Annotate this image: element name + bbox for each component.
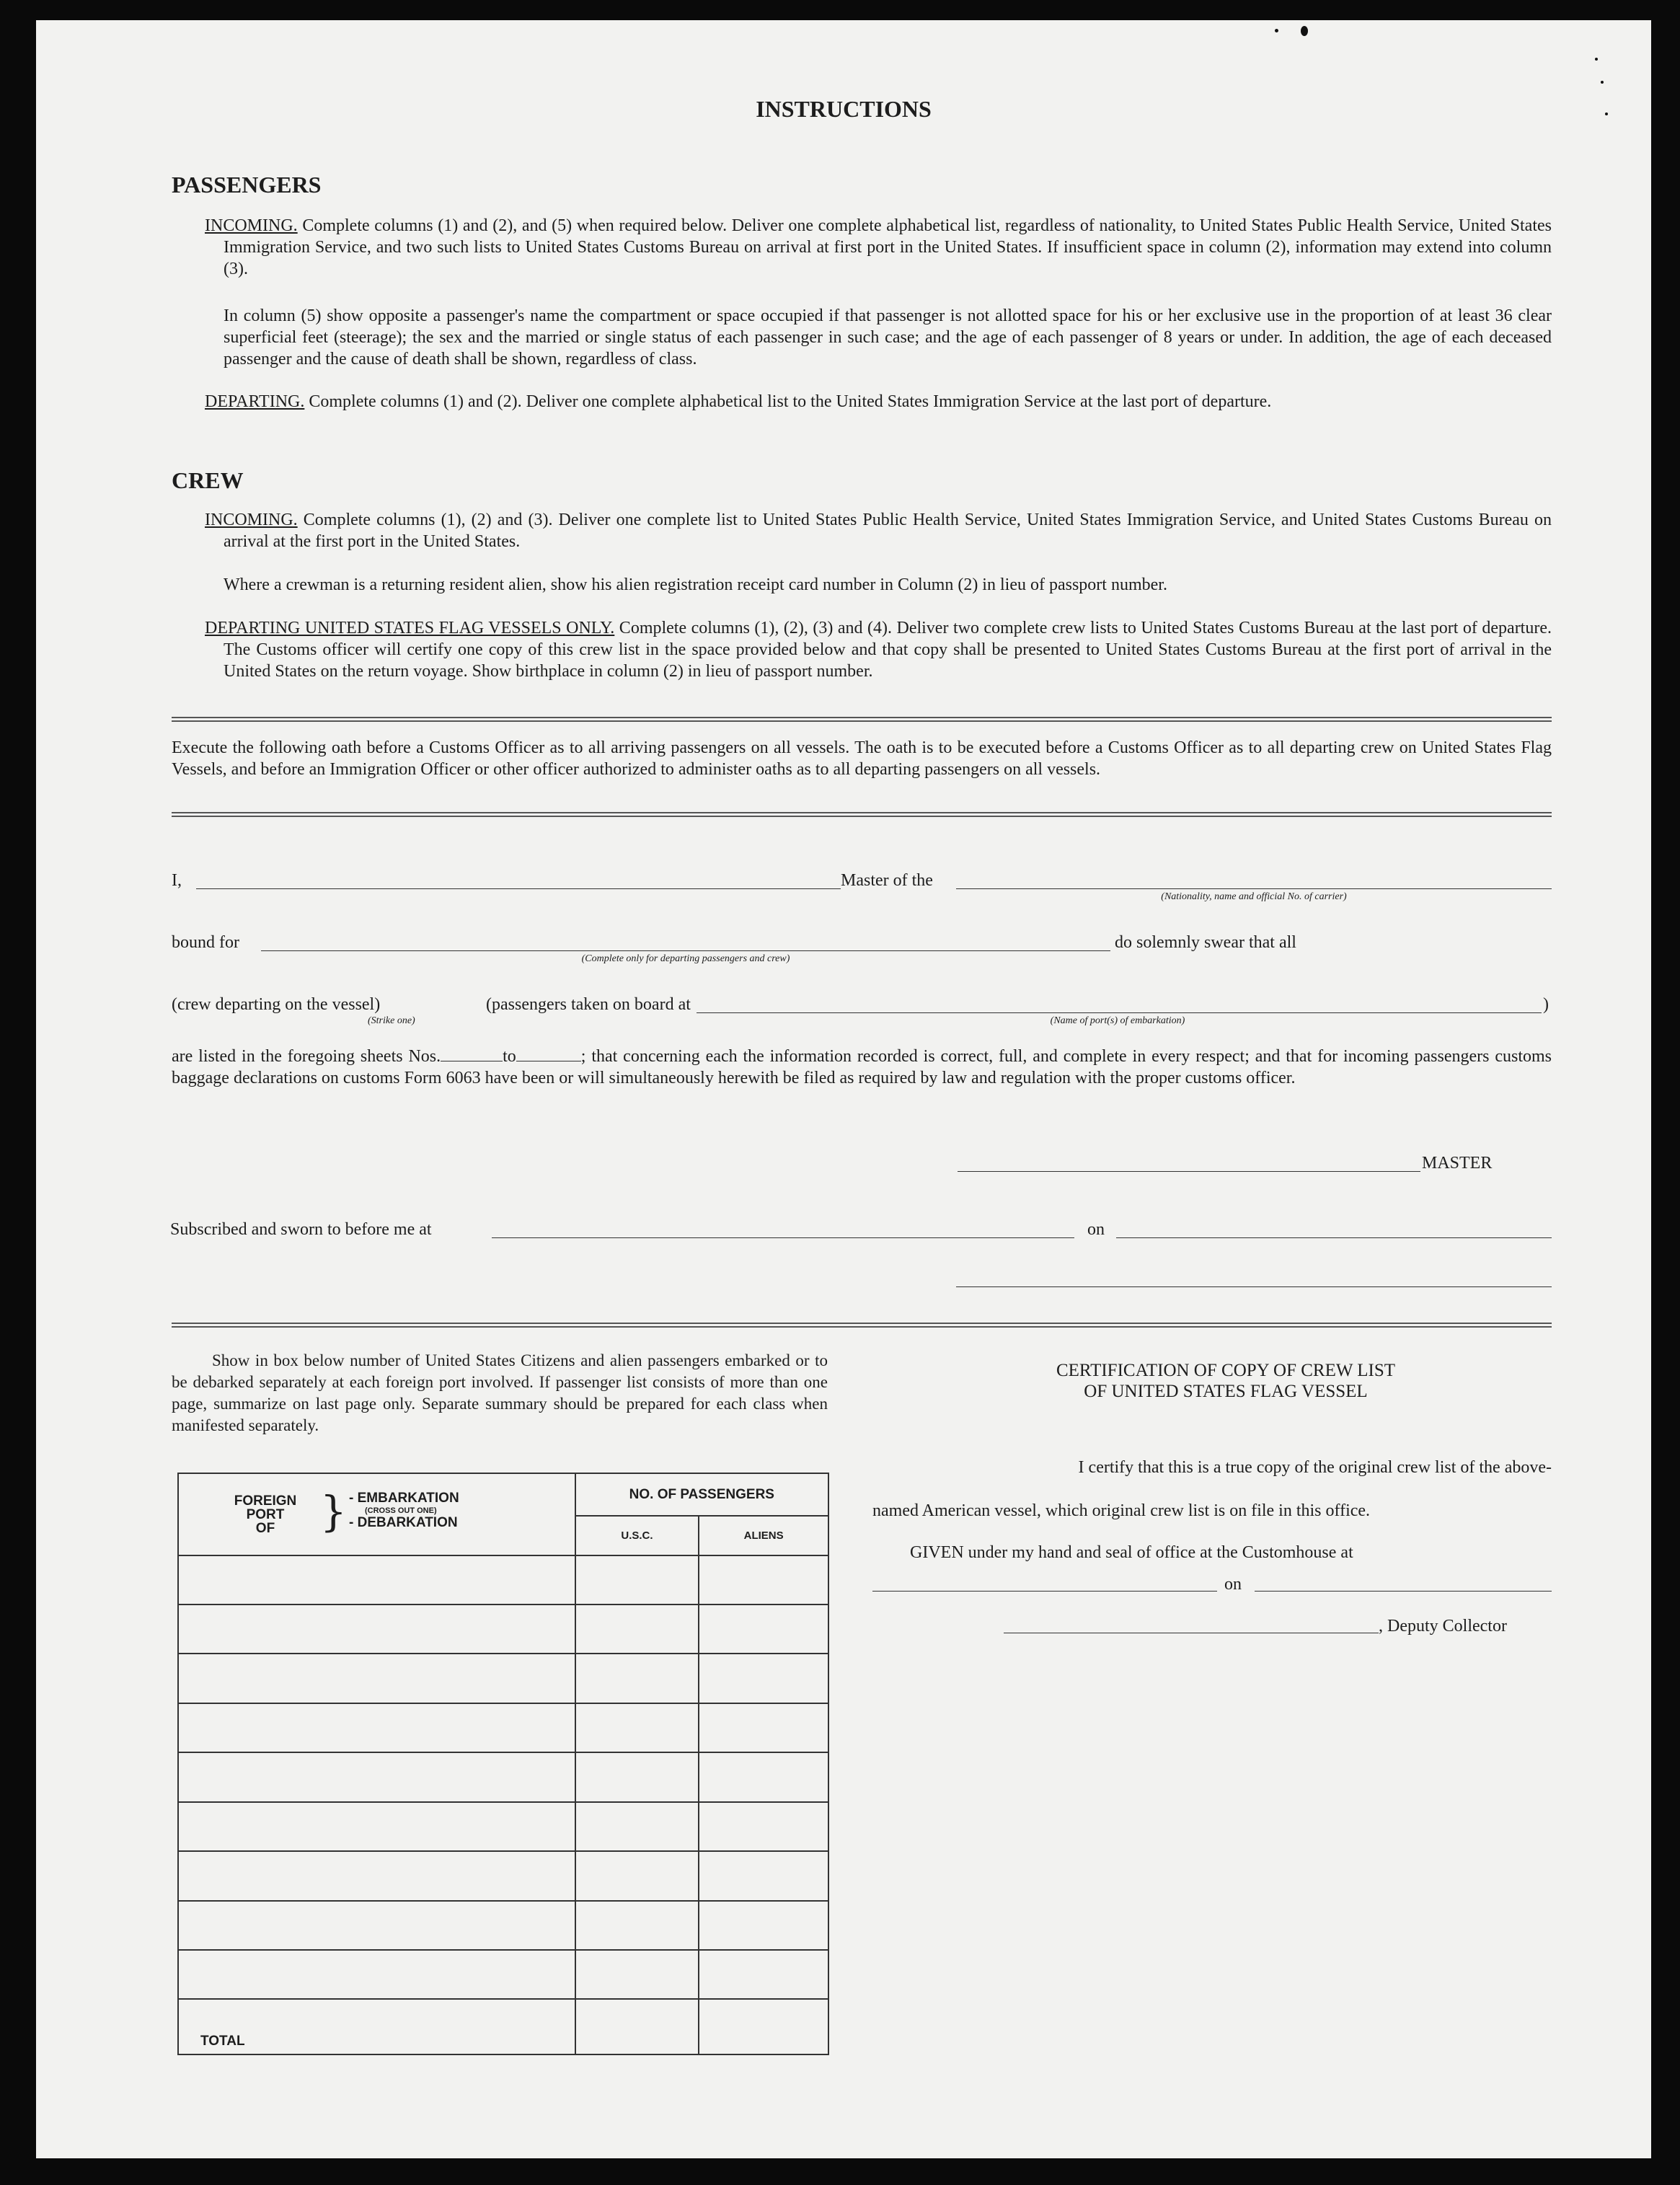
aliens-cell[interactable]: [699, 1901, 828, 1950]
oath-carrier-hint: (Nationality, name and official No. of carrier): [1161, 891, 1347, 902]
certification-date-line[interactable]: [1255, 1591, 1552, 1592]
usc-cell[interactable]: [575, 1851, 699, 1900]
officer-signature-line[interactable]: [956, 1286, 1552, 1287]
aliens-cell[interactable]: [699, 1555, 828, 1604]
scan-speck: [1605, 112, 1608, 115]
aliens-cell[interactable]: [699, 1752, 828, 1801]
total-label: TOTAL: [178, 1999, 575, 2054]
crew-departing-paragraph: [205, 617, 1552, 682]
passenger-summary-table: [177, 1473, 829, 2055]
oath-sheet-from-field[interactable]: [441, 1048, 503, 1061]
foreign-port-word-2: PORT: [246, 1506, 285, 1522]
form-sheet: [36, 20, 1651, 2158]
port-cell[interactable]: [178, 1802, 575, 1851]
oath-intro: Execute the following oath before a Customs Officer as to all arriving passengers on all vessels. The oath is to be executed before a Customs Officer as to all departing crew on United States Flag Vessels, and before an Immigration Officer or other officer authorized to administer oaths as to all departing passengers on all vessels.: [172, 738, 1552, 779]
oath-listed-text-b: ; that concerning each the information recorded is correct, full, and complete in every respect; and that for incoming passengers customs baggage declarations on customs Form 6063 have been or will simultaneously herewith be filed as required by law and regulation with the proper customs officer.: [172, 1047, 1552, 1087]
oath-i-label: I,: [172, 871, 182, 890]
scan-speck: [1301, 26, 1308, 36]
oath-bound-for-line[interactable]: [261, 950, 1110, 951]
usc-cell[interactable]: [575, 1555, 699, 1604]
aliens-cell[interactable]: [699, 1604, 828, 1654]
oath-name-line[interactable]: [196, 888, 859, 889]
certification-heading-line-1: CERTIFICATION OF COPY OF CREW LIST: [1056, 1361, 1396, 1380]
certification-on-label: on: [1224, 1575, 1242, 1594]
total-aliens-cell[interactable]: [699, 1999, 828, 2054]
no-passengers-header: NO. OF PASSENGERS: [575, 1473, 828, 1516]
summary-note: Show in box below number of United States Citizens and alien passengers embarked or to be debarked separately at each foreign port involved. If passenger list consists of more than one page, summarize on last page only. Separate summary should be prepared for each class when manifested separately.: [172, 1351, 828, 1434]
oath-listed-to: to: [503, 1047, 516, 1066]
usc-header: U.S.C.: [575, 1516, 699, 1555]
cross-out-note: (CROSS OUT ONE): [365, 1506, 437, 1515]
oath-sheet-to-field[interactable]: [516, 1048, 581, 1061]
oath-close-paren: ): [1543, 995, 1549, 1014]
aliens-header: ALIENS: [699, 1516, 828, 1555]
port-cell[interactable]: [178, 1752, 575, 1801]
subscribed-place-line[interactable]: [492, 1237, 1074, 1238]
oath-master-of-label: Master of the: [841, 871, 933, 890]
oath-embarkation-port-hint: (Name of port(s) of embarkation): [1050, 1015, 1185, 1026]
summary-divider: [172, 1323, 1552, 1328]
page-title: INSTRUCTIONS: [756, 96, 932, 122]
passengers-heading: PASSENGERS: [172, 172, 322, 198]
port-cell[interactable]: [178, 1851, 575, 1900]
oath-strike-one-hint: (Strike one): [368, 1015, 415, 1026]
scan-speck: [1275, 29, 1278, 32]
aliens-cell[interactable]: [699, 1851, 828, 1900]
certification-heading-line-2: OF UNITED STATES FLAG VESSEL: [1084, 1382, 1368, 1401]
deputy-collector-label: , Deputy Collector: [1379, 1617, 1507, 1636]
certification-line-1: I certify that this is a true copy of the original crew list of the above-: [1078, 1458, 1552, 1477]
total-usc-cell[interactable]: [575, 1999, 699, 2054]
oath-bound-for-label: bound for: [172, 933, 239, 952]
scan-speck: [1601, 81, 1604, 84]
aliens-cell[interactable]: [699, 1654, 828, 1703]
port-cell[interactable]: [178, 1555, 575, 1604]
usc-cell[interactable]: [575, 1703, 699, 1752]
port-cell[interactable]: [178, 1950, 575, 1999]
crew-departing-text: Complete columns (1), (2), (3) and (4). Deliver two complete crew lists to United States Customs Bureau at the last port of departure. The Customs officer will certify one copy of this crew list in the space provided below and that copy shall be presented to United States Customs Bureau at the first port of arrival in the United States on the return voyage. Show birthplace in column (2) in lieu of passport number.: [224, 619, 1552, 681]
oath-carrier-line[interactable]: [956, 888, 1552, 889]
port-cell[interactable]: [178, 1901, 575, 1950]
embarkation-option[interactable]: - EMBARKATION: [349, 1490, 459, 1506]
crew-heading: CREW: [172, 467, 244, 493]
passengers-departing-paragraph: [205, 391, 1552, 412]
aliens-cell[interactable]: [699, 1703, 828, 1752]
subscribed-on-label: on: [1087, 1220, 1105, 1239]
aliens-cell[interactable]: [699, 1950, 828, 1999]
oath-listed-paragraph: [172, 1046, 1552, 1089]
oath-listed-text-a: are listed in the foregoing sheets Nos.: [172, 1047, 441, 1066]
oath-embarkation-port-line[interactable]: [697, 1012, 1542, 1013]
certification-heading: [901, 1360, 1550, 1402]
master-label: MASTER: [1422, 1154, 1493, 1173]
passengers-incoming-lead: INCOMING.: [205, 216, 298, 235]
passengers-column5-paragraph: In column (5) show opposite a passenger's name the compartment or space occupied if that passenger is not allotted space for his or her exclusive use in the proportion of at least 36 clear superficial feet (steerage); the sex and the married or single status of each passenger in such case; and the age of each passenger of 8 years or under. In addition, the age of each deceased passenger and the cause of death shall be shown, regardless of class.: [224, 306, 1552, 368]
subscribed-date-line[interactable]: [1116, 1237, 1552, 1238]
crew-departing-lead: DEPARTING UNITED STATES FLAG VESSELS ONLY.: [205, 619, 615, 637]
crew-incoming-text: Complete columns (1), (2) and (3). Deliver one complete list to United States Public Health Service, United States Immigration Service, and United States Customs Bureau on arrival at the first port in the United States.: [224, 511, 1552, 551]
oath-swear-text: do solemnly swear that all: [1115, 933, 1296, 952]
usc-cell[interactable]: [575, 1950, 699, 1999]
master-signature-line[interactable]: [958, 1171, 1420, 1172]
foreign-port-word-3: OF: [255, 1520, 275, 1536]
oath-divider-top: [172, 812, 1552, 817]
certification-line-3: GIVEN under my hand and seal of office at the Customhouse at: [910, 1543, 1353, 1562]
port-cell[interactable]: [178, 1604, 575, 1654]
passengers-departing-text: Complete columns (1) and (2). Deliver one complete alphabetical list to the United States Immigration Service at the last port of departure.: [304, 392, 1272, 411]
section-divider: [172, 717, 1552, 722]
port-cell[interactable]: [178, 1703, 575, 1752]
usc-cell[interactable]: [575, 1604, 699, 1654]
oath-passengers-taken[interactable]: (passengers taken on board at: [486, 995, 691, 1014]
crew-incoming-paragraph: [205, 509, 1552, 552]
oath-bound-for-hint: (Complete only for departing passengers and crew): [581, 953, 790, 964]
subscribed-label: Subscribed and sworn to before me at: [170, 1220, 432, 1239]
foreign-port-word-1: FOREIGN: [234, 1493, 297, 1509]
passengers-incoming-text: Complete columns (1) and (2), and (5) when required below. Deliver one complete alphabetical list, regardless of nationality, to United States Public Health Service, United States Immigration Service, and two such lists to United States Customs Bureau on arrival at first port in the United States. If insufficient space in column (2), information may extend into column (3).: [224, 216, 1552, 278]
port-cell[interactable]: [178, 1654, 575, 1703]
usc-cell[interactable]: [575, 1802, 699, 1851]
oath-crew-departing[interactable]: (crew departing on the vessel): [172, 995, 381, 1014]
brace-icon: }: [320, 1486, 347, 1536]
usc-cell[interactable]: [575, 1901, 699, 1950]
certification-line-2: named American vessel, which original crew list is on file in this office.: [872, 1501, 1371, 1520]
usc-cell[interactable]: [575, 1752, 699, 1801]
crew-incoming-lead: INCOMING.: [205, 511, 298, 529]
foreign-port-header: [178, 1473, 575, 1555]
customhouse-line[interactable]: [872, 1591, 1217, 1592]
passengers-departing-lead: DEPARTING.: [205, 392, 305, 411]
usc-cell[interactable]: [575, 1654, 699, 1703]
aliens-cell[interactable]: [699, 1802, 828, 1851]
debarkation-option[interactable]: - DEBARKATION: [349, 1514, 458, 1530]
scan-speck: [1595, 58, 1598, 61]
passengers-incoming-paragraph: [205, 215, 1552, 280]
crew-resident-paragraph: Where a crewman is a returning resident alien, show his alien registration receipt card number in Column (2) in lieu of passport number.: [224, 575, 1167, 594]
